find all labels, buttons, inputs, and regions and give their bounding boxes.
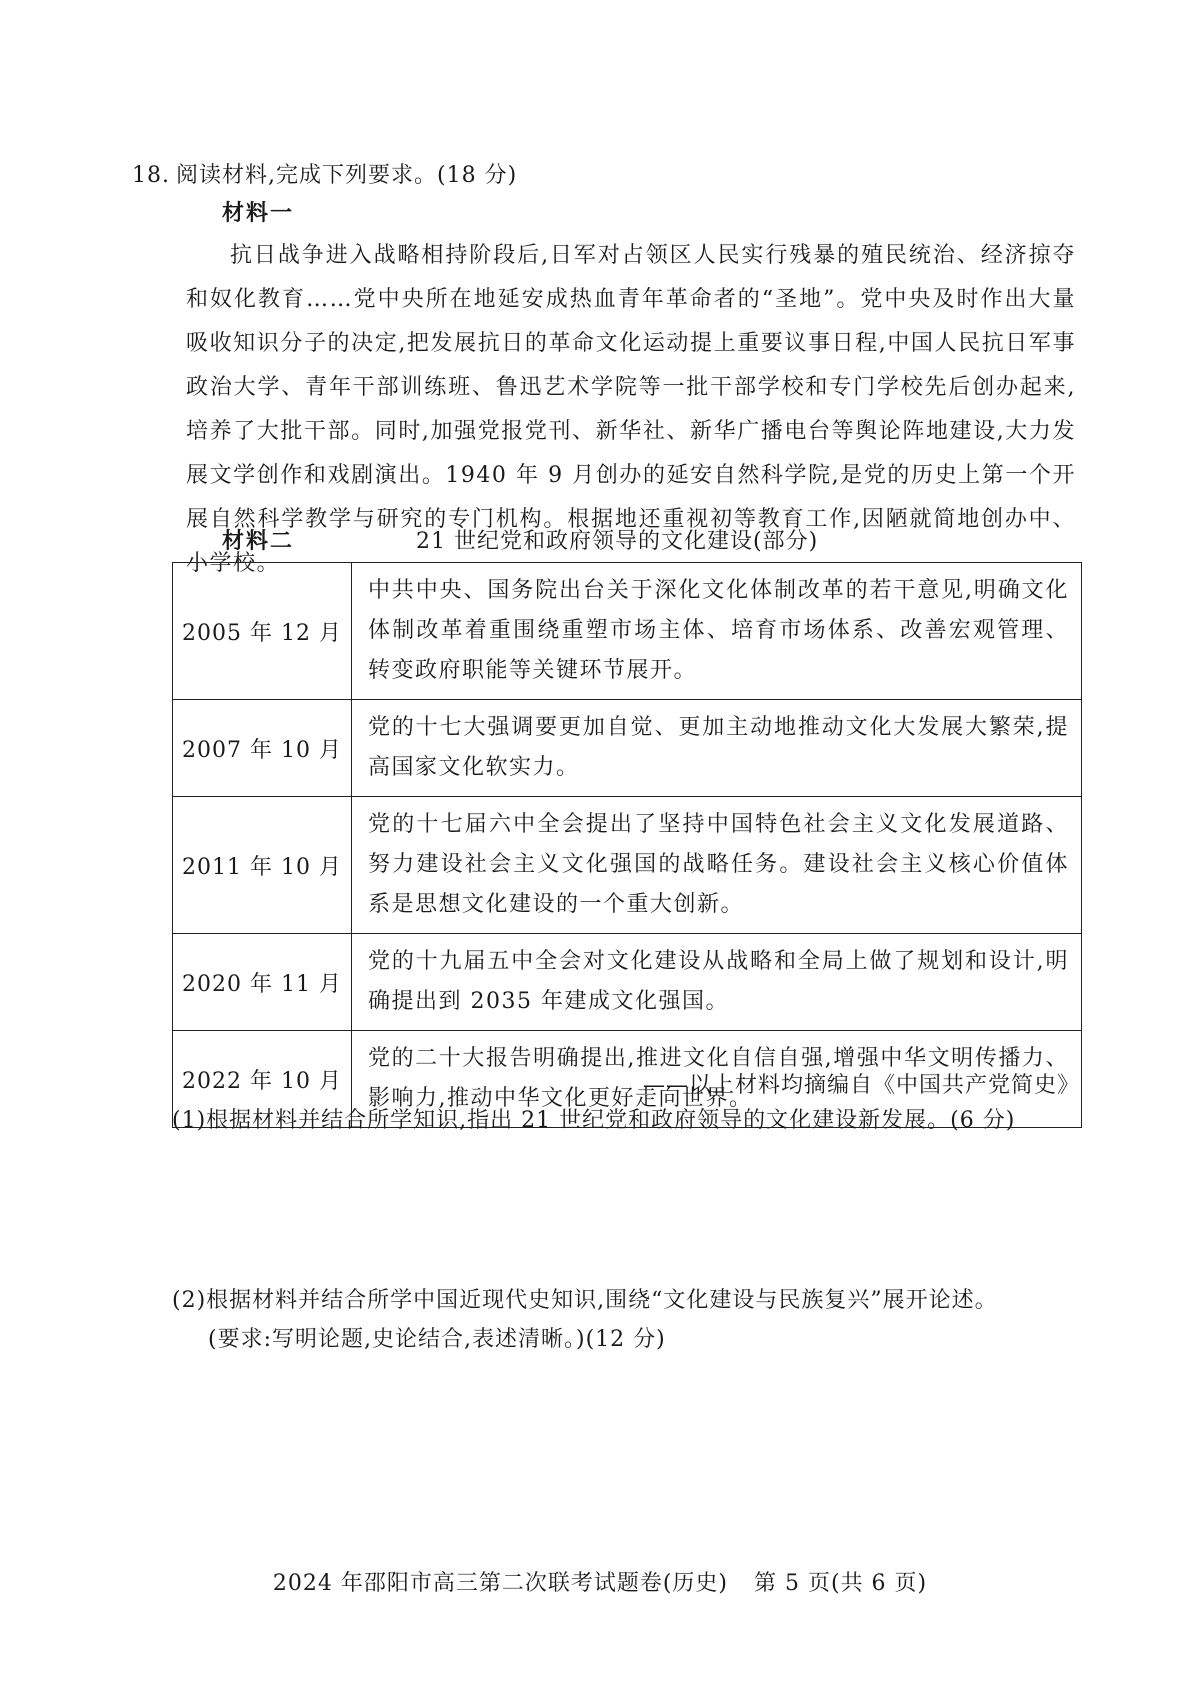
- table-event-cell: 党的十七届六中全会提出了坚持中国特色社会主义文化发展道路、努力建设社会主义文化强国的战略任务。建设社会主义核心价值体系是思想文化建设的一个重大创新。: [352, 797, 1082, 934]
- table-row: [173, 934, 1082, 1031]
- table-date-cell: 2005 年 12 月: [173, 563, 352, 700]
- table-event-cell: 党的十九届五中全会对文化建设从战略和全局上做了规划和设计,明确提出到 2035 年建成文化强国。: [352, 934, 1082, 1031]
- material-one-label: 材料一: [222, 200, 295, 226]
- sub-question-two: (2)根据材料并结合所学中国近现代史知识,围绕“文化建设与民族复兴”展开论述。: [172, 1288, 998, 1313]
- material-source: ——以上材料均摘编自《中国共产党简史》: [642, 1073, 1080, 1098]
- culture-construction-table: [172, 562, 1082, 1128]
- table-row: [173, 700, 1082, 797]
- question-number: 18.: [132, 163, 170, 188]
- table-date-cell: 2007 年 10 月: [173, 700, 352, 797]
- page-footer: [0, 1566, 1200, 1597]
- material-two-label: 材料二: [222, 528, 295, 554]
- table-row: [173, 563, 1082, 700]
- table-row: [173, 797, 1082, 934]
- table-date-cell: 2022 年 10 月: [173, 1031, 352, 1128]
- material-two-title: 21 世纪党和政府领导的文化建设(部分): [416, 529, 819, 554]
- table-date-cell: 2011 年 10 月: [173, 797, 352, 934]
- exam-title: 2024 年邵阳市高三第二次联考试题卷(历史): [272, 1571, 728, 1596]
- page-number: 第 5 页(共 6 页): [754, 1571, 928, 1596]
- question-prompt: 阅读材料,完成下列要求。(18 分): [176, 163, 518, 188]
- table-event-cell: 党的十七大强调要更加自觉、更加主动地推动文化大发展大繁荣,提高国家文化软实力。: [352, 700, 1082, 797]
- material-one-text: 抗日战争进入战略相持阶段后,日军对占领区人民实行残暴的殖民统治、经济掠夺和奴化教育……党中央所在地延安成热血青年革命者的“圣地”。党中央及时作出大量吸收知识分子的决定,把发展抗日的革命文化运动提上重要议事日程,中国人民抗日军事政治大学、青年干部训练班、鲁迅艺术学院等一批干部学校和专门学校先后创办起来,培养了大批干部。同时,加强党报党刊、新华社、新华广播电台等舆论阵地建设,大力发展文学创作和戏剧演出。1940 年 9 月创办的延安自然科学院,是党的历史上第一个开展自然科学教学与研究的专门机构。根据地还重视初等教育工作,因陋就简地创办中、小学校。: [186, 243, 1076, 576]
- table-event-cell: 中共中央、国务院出台关于深化文化体制改革的若干意见,明确文化体制改革着重围绕重塑市场主体、培育市场体系、改善宏观管理、转变政府职能等关键环节展开。: [352, 563, 1082, 700]
- sub-question-one: (1)根据材料并结合所学知识,指出 21 世纪党和政府领导的文化建设新发展。(6 分): [172, 1108, 1016, 1133]
- sub-question-two-requirement: (要求:写明论题,史论结合,表述清晰。)(12 分): [208, 1327, 666, 1352]
- table-event-cell: 党的二十大报告明确提出,推进文化自信自强,增强中华文明传播力、影响力,推动中华文化更好走向世界。: [352, 1031, 1082, 1128]
- question-header: [132, 158, 517, 189]
- table-date-cell: 2020 年 11 月: [173, 934, 352, 1031]
